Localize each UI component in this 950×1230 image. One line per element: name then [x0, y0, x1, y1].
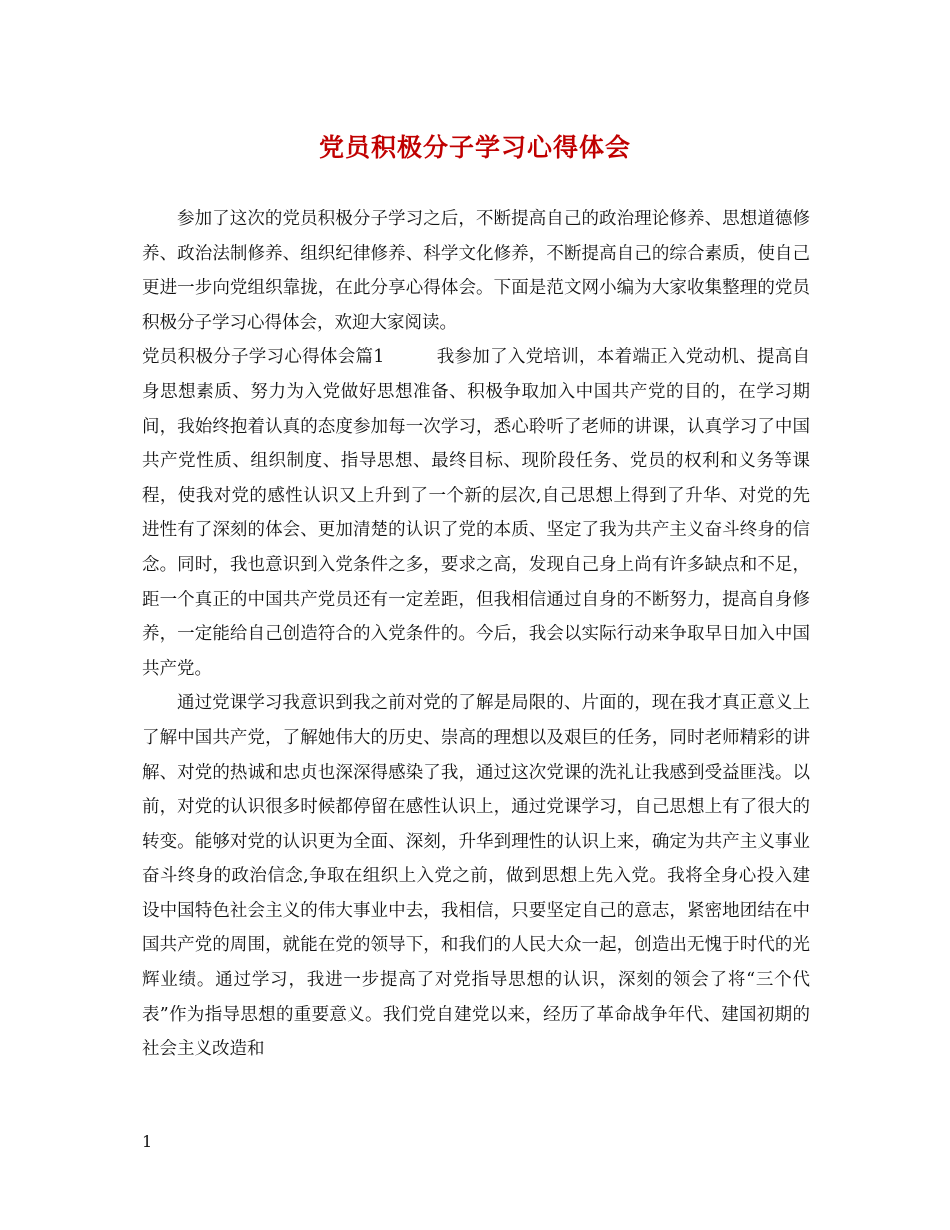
- page-number: 1: [142, 1132, 153, 1151]
- body-paragraph-2: 通过党课学习我意识到我之前对党的了解是局限的、片面的，现在我才真正意义上了解中国共产党，了解她伟大的历史、崇高的理想以及艰巨的任务，同时老师精彩的讲解、对党的热诚和忠贞也深深得感染了我，通过这次党课的洗礼让我感到受益匪浅。以前，对党的认识很多时候都停留在感性认识上，通过党课学习，自己思想上有了很大的转变。能够对党的认识更为全面、深刻，升华到理性的认识上来，确定为共产主义事业奋斗终身的政治信念,争取在组织上入党之前，做到思想上先入党。我将全身心投入建设中国特色社会主义的伟大事业中去，我相信，只要坚定自己的意志，紧密地团结在中国共产党的周围，就能在党的领导下，和我们的人民大众一起，创造出无愧于时代的光辉业绩。通过学习，我进一步提高了对党指导思想的认识，深刻的领会了将“三个代表”作为指导思想的重要意义。我们党自建党以来，经历了革命战争年代、建国初期的社会主义改造和: [142, 693, 810, 1060]
- section-heading: 党员积极分子学习心得体会篇1: [142, 347, 385, 368]
- section-paragraph: [142, 340, 810, 686]
- document-title: 党员积极分子学习心得体会: [318, 133, 631, 162]
- document-body: [142, 202, 810, 1067]
- intro-paragraph: 参加了这次的党员积极分子学习之后，不断提高自己的政治理论修养、思想道德修养、政治法制修养、组织纪律修养、科学文化修养，不断提高自己的综合素质，使自己更进一步向党组织靠拢，在此分享心得体会。下面是范文网小编为大家收集整理的党员积极分子学习心得体会，欢迎大家阅读。: [142, 209, 810, 333]
- section-text: 我参加了入党培训，本着端正入党动机、提高自身思想素质、努力为入党做好思想准备、积极争取加入中国共产党的目的，在学习期间，我始终抱着认真的态度参加每一次学习，悉心聆听了老师的讲课，认真学习了中国共产党性质、组织制度、指导思想、最终目标、现阶段任务、党员的权利和义务等课程，使我对党的感性认识又上升到了一个新的层次,自己思想上得到了升华、对党的先进性有了深刻的体会、更加清楚的认识了党的本质、坚定了我为共产主义奋斗终身的信念。同时，我也意识到入党条件之多，要求之高，发现自己身上尚有许多缺点和不足，距一个真正的中国共产党员还有一定差距，但我相信通过自身的不断努力，提高自身修养，一定能给自己创造符合的入党条件的。今后，我会以实际行动来争取早日加入中国共产党。: [142, 347, 810, 679]
